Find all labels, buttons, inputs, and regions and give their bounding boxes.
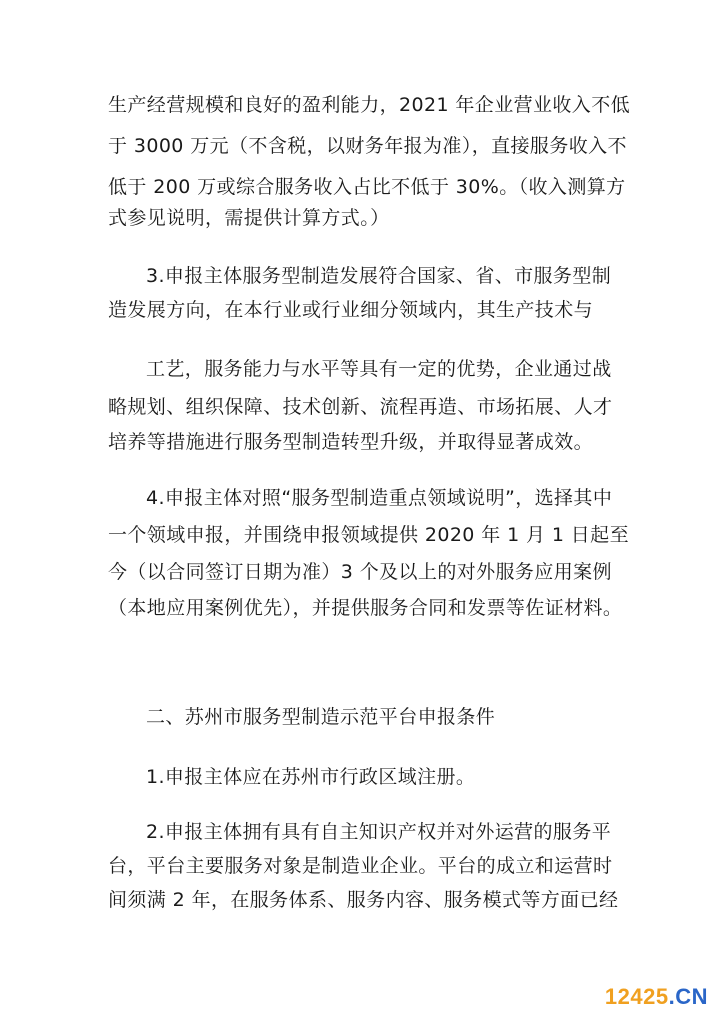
text-line: 3.申报主体服务型制造发展符合国家、省、市服务型制 (146, 265, 612, 287)
text-line: 4.申报主体对照“服务型制造重点领域说明”，选择其中 (146, 487, 613, 509)
text-line: 工艺，服务能力与水平等具有一定的优势，企业通过战 (146, 358, 612, 380)
text-line: 2.申报主体拥有具有自主知识产权并对外运营的服务平 (146, 821, 612, 843)
text-line: 生产经营规模和良好的盈利能力，2021 年企业营业收入不低 (108, 94, 630, 116)
text-line: 式参见说明，需提供计算方式。） (108, 207, 390, 229)
text-line: （本地应用案例优先），并提供服务合同和发票等佐证材料。 (108, 597, 623, 619)
text-line: 台，平台主要服务对象是制造业企业。平台的成立和运营时 (108, 855, 613, 877)
text-line: 低于 200 万或综合服务收入占比不低于 30%。（收入测算方 (108, 176, 626, 198)
text-line: 今（以合同签订日期为准）3 个及以上的对外服务应用案例 (108, 561, 612, 583)
site-watermark (605, 984, 708, 1010)
text-line: 培养等措施进行服务型制造转型升级，并取得显著成效。 (108, 431, 594, 453)
watermark-domain: .CN (668, 984, 708, 1009)
text-line: 于 3000 万元（不含税，以财务年报为准），直接服务收入不 (108, 135, 627, 157)
text-line: 间须满 2 年，在服务体系、服务内容、服务模式等方面已经 (108, 889, 619, 911)
text-line: 一个领域申报，并围绕申报领域提供 2020 年 1 月 1 日起至 (108, 524, 629, 546)
section-heading: 二、苏州市服务型制造示范平台申报条件 (146, 706, 496, 728)
text-line: 1.申报主体应在苏州市行政区域注册。 (146, 766, 476, 788)
text-line: 略规划、组织保障、技术创新、流程再造、市场拓展、人才 (108, 396, 613, 418)
text-line: 造发展方向，在本行业或行业细分领域内，其生产技术与 (108, 299, 594, 321)
watermark-number: 12425 (604, 984, 669, 1009)
